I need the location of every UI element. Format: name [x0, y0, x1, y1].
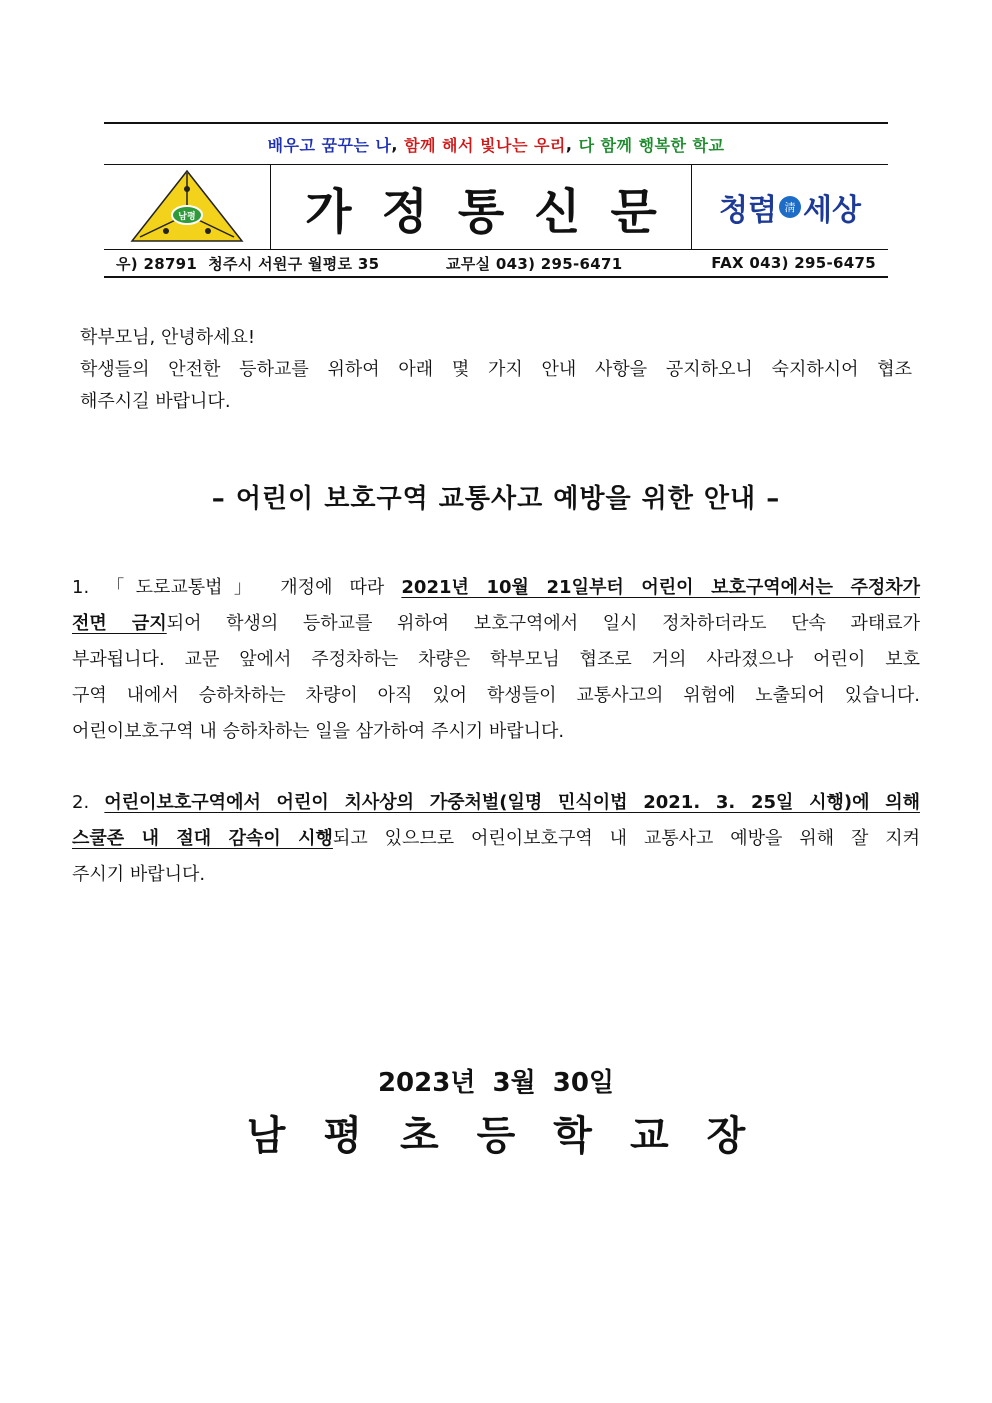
item1-line-4: 구역 내에서 승하차하는 차량이 아직 있어 학생들이 교통사고의 위험에 노출되어 있습니다.	[72, 685, 920, 706]
item1-line-5: 어린이보호구역 내 승하차하는 일을 삼가하여 주시기 바랍니다.	[72, 721, 565, 742]
motto-sep-2: ,	[565, 134, 579, 154]
item2-line-3: 주시기 바랍니다.	[72, 864, 206, 885]
school-logo	[104, 165, 270, 249]
item2-rest: 되고 있으므로 어린이보호구역 내 교통사고 예방을 위해 잘 지켜	[332, 828, 920, 849]
integrity-brand	[692, 165, 888, 249]
greeting-line-2: 학생들의 안전한 등하교를 위하여 아래 몇 가지 안내 사항을 공지하오니 숙지하시어 협조	[80, 359, 912, 380]
item1-number: 1.	[72, 577, 90, 598]
motto-sep-1: ,	[391, 134, 405, 154]
item2-line-1	[72, 785, 920, 821]
signer: 남평초등학교장	[246, 1113, 784, 1159]
title-row	[104, 165, 888, 250]
item2-emphasis-b: 스쿨존 내 절대 감속이 시행	[72, 828, 333, 849]
section-title: – 어린이 보호구역 교통사고 예방을 위한 안내 –	[211, 484, 781, 514]
letterhead	[104, 122, 888, 278]
office-phone: 교무실 043) 295-6471	[446, 254, 623, 273]
item2-emphasis-a: 어린이보호구역에서 어린이 치사상의 가중처벌(일명 민식이법 2021. 3. 25일 시행)에 의해	[104, 792, 920, 813]
motto-part-3: 다 함께 행복한 학교	[578, 135, 725, 155]
item1-line-1	[72, 570, 920, 606]
greeting-line-3: 해주시길 바랍니다.	[80, 391, 231, 412]
item1-emphasis-b: 전면 금지	[72, 613, 167, 634]
item1-line-2	[72, 606, 920, 642]
school-address: 우) 28791 청주시 서원구 월평로 35	[116, 254, 380, 273]
greeting	[80, 322, 912, 418]
school-logo-cell	[104, 165, 271, 249]
notice-item-2	[72, 785, 920, 893]
item1-rest: 되어 학생의 등하교를 위하여 보호구역에서 일시 정차하더라도 단속 과태료가	[166, 613, 921, 634]
motto-part-2: 함께 해서 빛나는 우리	[404, 135, 566, 155]
document-title: 가정통신문	[271, 165, 692, 249]
notice-item-1	[72, 570, 920, 750]
issue-date: 2023년 3월 30일	[377, 1068, 615, 1098]
contact-row	[104, 250, 888, 278]
fax-number: FAX 043) 295-6475	[711, 254, 876, 272]
item2-number: 2.	[72, 792, 90, 813]
brand-seal-icon: 淸	[779, 196, 801, 218]
motto-part-1: 배우고 꿈꾸는 나	[267, 135, 392, 155]
item2-line-2	[72, 821, 920, 857]
brand-text-left: 청렴	[719, 193, 777, 228]
school-motto	[104, 122, 888, 165]
logo-text: 남평	[178, 212, 196, 222]
item1-lead: 「도로교통법」 개정에 따라	[106, 577, 385, 598]
item1-line-3: 부과됩니다. 교문 앞에서 주정차하는 차량은 학부모님 협조로 거의 사라졌으나 어린이 보호	[72, 649, 920, 670]
greeting-line-1: 학부모님, 안녕하세요!	[80, 327, 256, 348]
item1-emphasis-a: 2021년 10월 21일부터 어린이 보호구역에서는 주정차가	[401, 577, 921, 598]
brand-text-right: 세상	[803, 193, 861, 228]
